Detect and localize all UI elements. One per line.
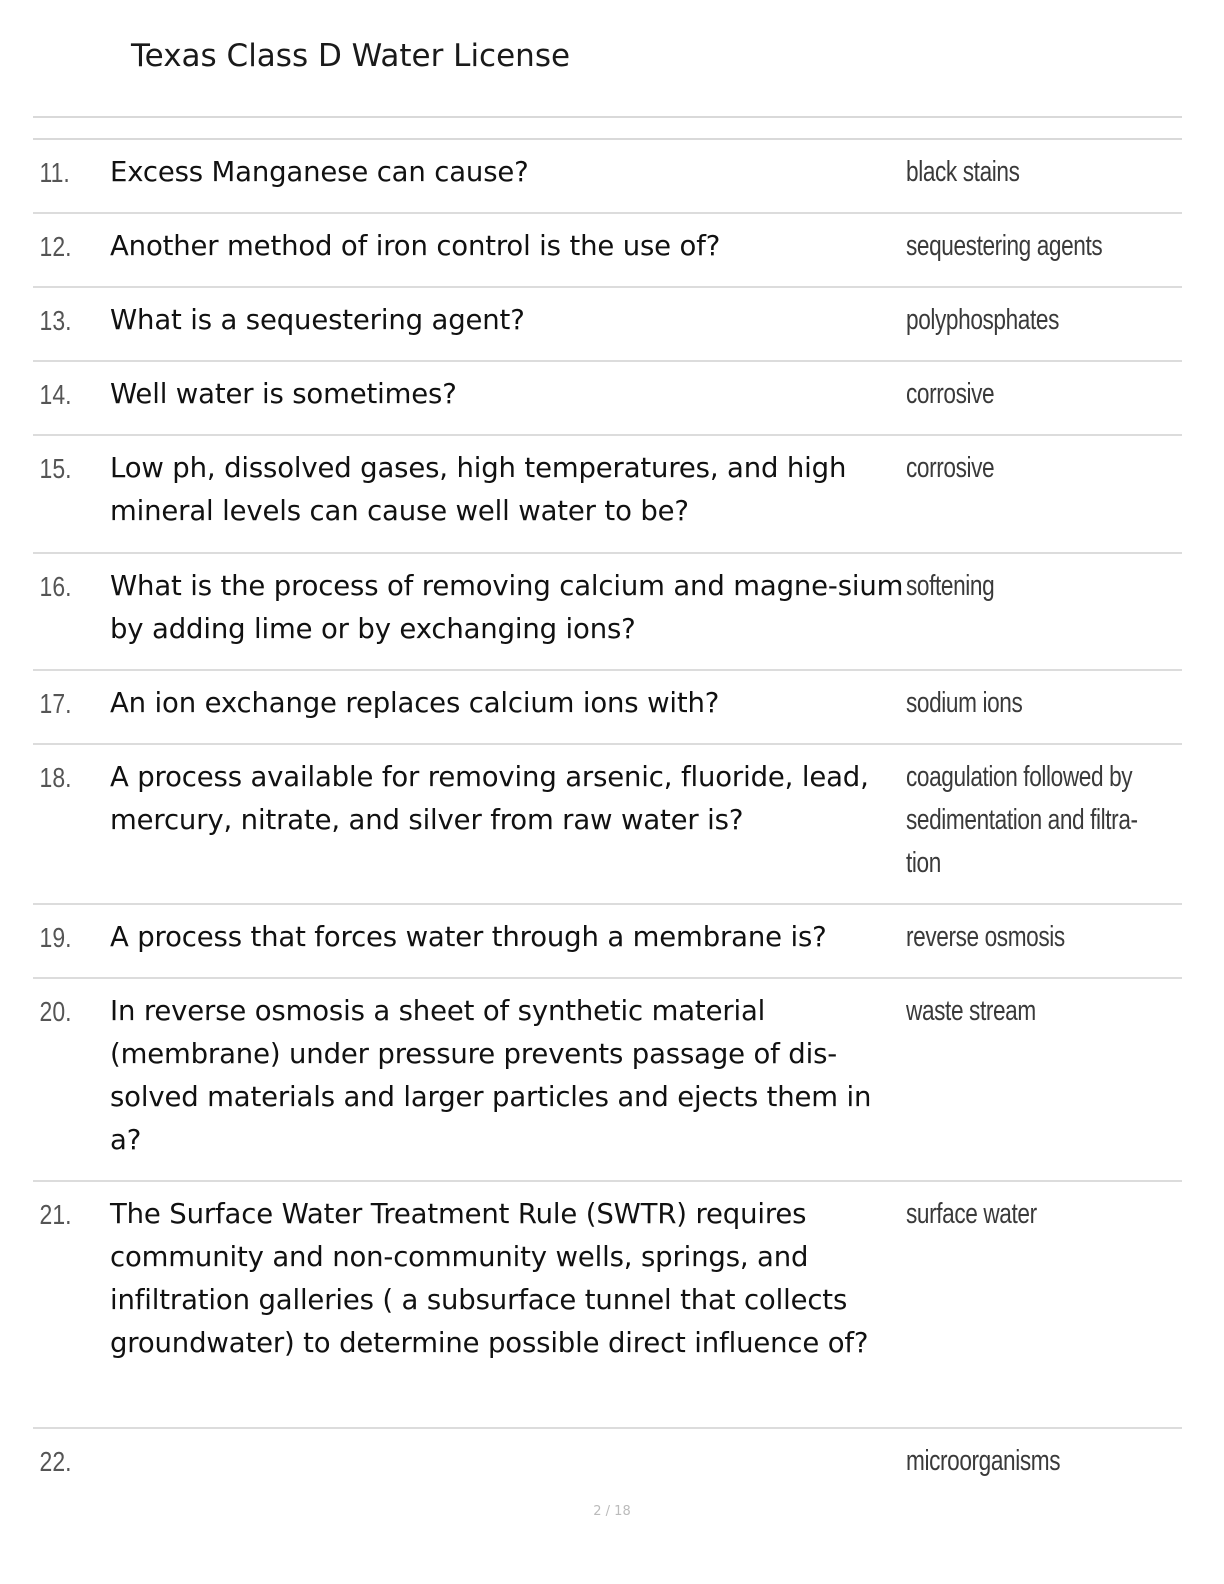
question-row-13 [33, 288, 1182, 362]
question-row-18 [33, 745, 1182, 905]
question-text: Another method of iron control is the use of? [110, 230, 721, 262]
question-row-19 [33, 905, 1182, 979]
question-row-15 [33, 436, 1182, 554]
question-number: 17. [39, 688, 72, 719]
question-text: What is a sequestering agent? [110, 304, 525, 336]
answer-text: corrosive [906, 378, 995, 410]
header-divider [33, 116, 1182, 118]
question-text: Excess Manganese can cause? [110, 156, 529, 188]
question-row-12 [33, 214, 1182, 288]
question-number: 21. [39, 1199, 72, 1230]
question-number: 20. [39, 996, 72, 1027]
answer-text: waste stream [906, 995, 1036, 1027]
question-number: 13. [39, 305, 72, 336]
question-row-17 [33, 671, 1182, 745]
answer-text: polyphosphates [906, 304, 1060, 336]
answer-text: surface water [906, 1198, 1037, 1230]
answer-text: black stains [906, 156, 1020, 188]
question-number: 15. [39, 453, 72, 484]
question-text: Well water is sometimes? [110, 378, 457, 410]
question-text: In reverse osmosis a sheet of synthetic material (membrane) under pressure prevents passage of dis-solved materials and larger particles and ejects them in a? [110, 995, 872, 1156]
answer-text: microorganisms [906, 1445, 1061, 1477]
question-row-21 [33, 1182, 1182, 1429]
question-text: A process that forces water through a membrane is? [110, 921, 827, 953]
question-text: A process available for removing arsenic, fluoride, lead, mercury, nitrate, and silver from raw water is? [110, 761, 869, 836]
answer-text: corrosive [906, 452, 995, 484]
answer-text: reverse osmosis [906, 921, 1065, 953]
question-text: The Surface Water Treatment Rule (SWTR) requires community and non-community wells, springs, and infiltration galleries ( a subsurface tunnel that collects groundwater) to determine possible direct influence of? [110, 1198, 869, 1359]
question-row-20 [33, 979, 1182, 1182]
document-title: Texas Class D Water License [131, 38, 571, 74]
answer-text: coagulation followed by sedimentation and filtra- tion [906, 761, 1138, 879]
question-text [110, 1440, 906, 1503]
question-number: 19. [39, 922, 72, 953]
question-text: An ion exchange replaces calcium ions with? [110, 687, 720, 719]
answer-text: sodium ions [906, 687, 1023, 719]
question-number: 11. [39, 157, 70, 188]
question-row-14 [33, 362, 1182, 436]
question-number: 18. [39, 762, 72, 793]
question-row-11 [33, 139, 1182, 214]
question-number: 16. [39, 571, 72, 602]
question-text: What is the process of removing calcium and magne-sium by adding lime or by exchanging ions? [110, 570, 904, 645]
answer-text: sequestering agents [906, 230, 1103, 262]
page-indicator: 2 / 18 [593, 1504, 631, 1519]
question-row-16 [33, 554, 1182, 671]
question-row-22 [33, 1429, 1182, 1503]
question-number: 14. [39, 379, 72, 410]
question-text: Low ph, dissolved gases, high temperatures, and high mineral levels can cause well water to be? [110, 452, 847, 527]
question-number: 12. [39, 231, 72, 262]
answer-text: softening [906, 570, 995, 602]
question-list [33, 139, 1182, 1503]
question-number: 22. [39, 1446, 72, 1477]
